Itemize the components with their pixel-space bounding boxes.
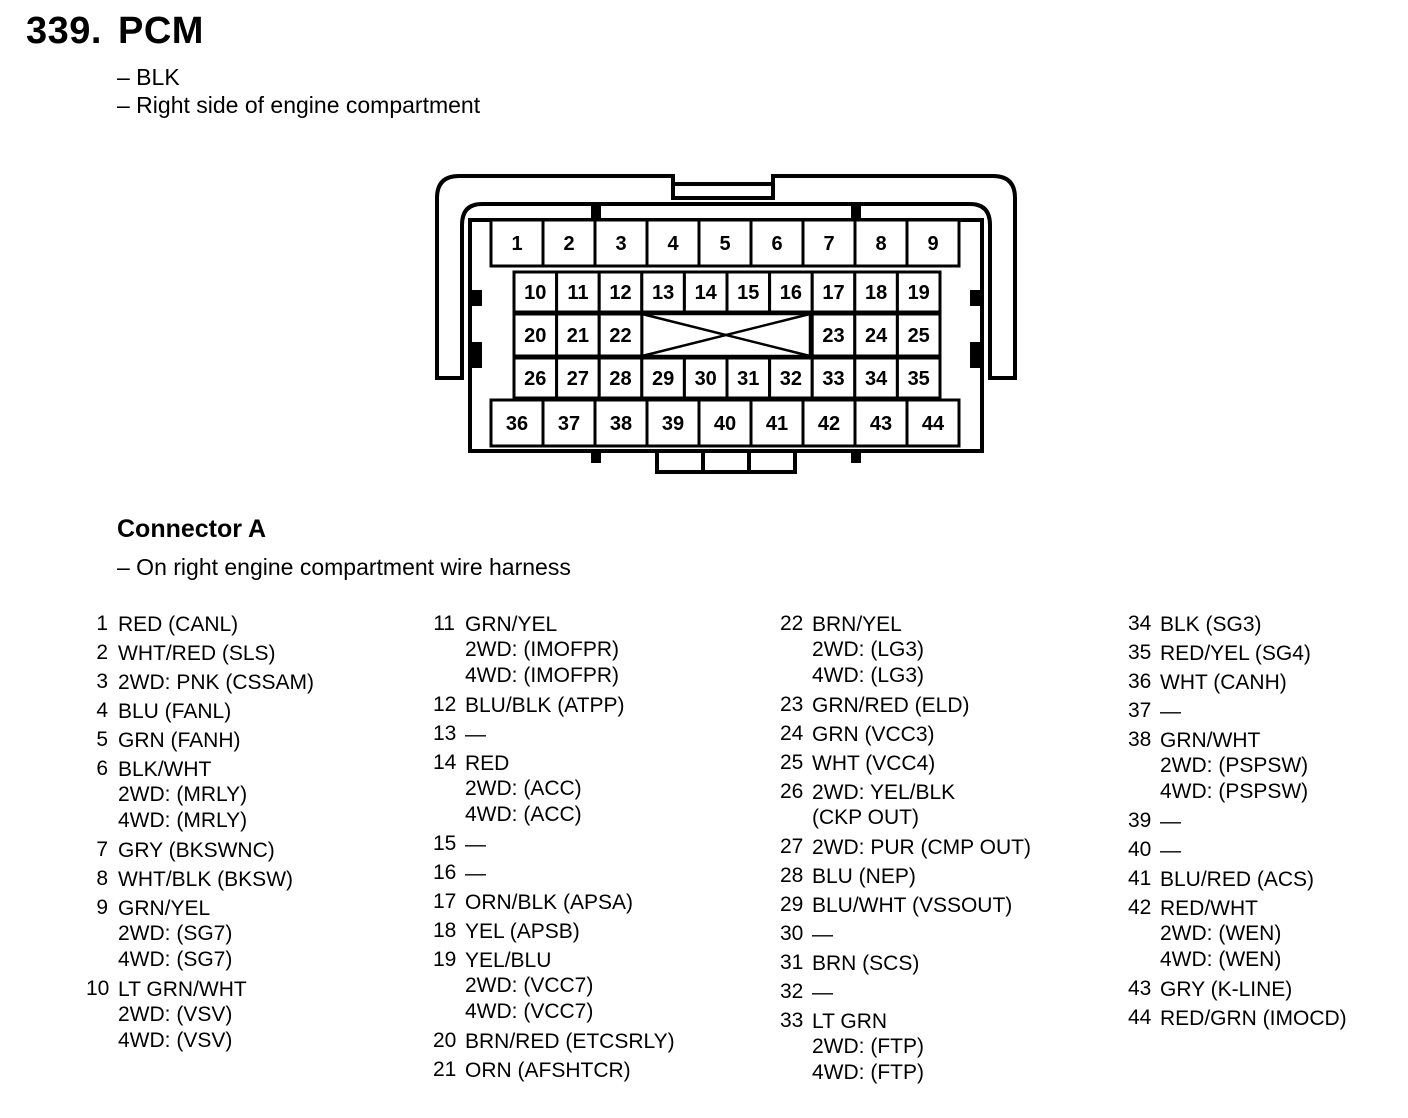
wire-variant: 4WD: (ACC) [465,803,582,826]
connector-diagram [0,0,1408,500]
pin-entry [433,722,675,747]
pin-cell-label: 17 [822,282,845,304]
pin-cell-label: 16 [779,282,803,304]
wire-variant: 2WD: (ACC) [465,777,582,800]
pin-entry [433,919,675,944]
pin-cell-label: 41 [765,413,789,435]
connector-location: – On right engine compartment wire harness [117,554,571,580]
pin-entry [780,722,1031,747]
wire-color: RED/YEL (SG4) [1160,642,1311,665]
pin-number: 20 [433,1029,457,1052]
pin-number: 37 [1128,699,1152,722]
wire-variant: 2WD: (MRLY) [118,783,248,806]
wire-color: GRN (FANH) [118,729,241,752]
pin-cell-label: 36 [505,413,529,435]
wire-color: GRY (K-LINE) [1160,978,1293,1001]
wire-variant: 4WD: (IMOFPR) [465,664,619,687]
wire-color: ORN (AFSHTCR) [465,1059,631,1082]
wire-color: BLU/BLK (ATPP) [465,694,625,717]
pin-number: 44 [1128,1006,1152,1029]
wire-color: YEL/BLU [465,949,552,972]
pin-number: 22 [780,612,804,635]
wire-variant: 4WD: (SG7) [118,948,233,971]
wire-variant: 4WD: (LG3) [812,664,925,687]
pin-entry [1128,1006,1347,1031]
pin-entry [780,612,1031,689]
pin-number: 25 [780,751,804,774]
pin-number: 28 [780,864,804,887]
wire-variant: 2WD: (VCC7) [465,974,594,997]
pin-cell-label: 4 [667,233,679,255]
pin-entry [1128,896,1347,973]
pin-entry [433,890,675,915]
pin-entry [1128,977,1347,1002]
pin-cell-label: 40 [713,413,737,435]
pin-entry [780,864,1031,889]
pin-number: 23 [780,693,804,716]
pin-cell-label: 43 [869,413,893,435]
pin-entry [780,1009,1031,1086]
wire-color: — [465,862,486,885]
wire-variant: 2WD: (IMOFPR) [465,638,619,661]
pin-number: 8 [96,867,108,890]
pin-number: 24 [780,722,804,745]
wire-variant: 2WD: (VSV) [118,1003,233,1026]
pin-number: 42 [1128,896,1152,919]
pin-cell-label: 8 [875,233,887,255]
pin-number: 40 [1128,838,1152,861]
pin-cell-label: 25 [907,325,930,347]
wire-color: — [812,981,833,1004]
pin-number: 6 [96,757,108,780]
pin-cell-label: 19 [907,282,930,304]
component-name: PCM [117,10,204,52]
wire-color: RED/GRN (IMOCD) [1160,1007,1347,1030]
pinout-column-3 [780,612,1031,1090]
pin-cell-label: 39 [661,413,685,435]
pin-entry [86,838,314,863]
wire-color: — [1160,810,1181,833]
wire-variant: 4WD: (FTP) [812,1061,924,1084]
wire-color: RED [465,752,510,775]
pin-cell-label: 30 [694,368,717,390]
blocked-cavity [642,314,810,356]
pin-number: 4 [96,699,108,722]
pin-entry [86,641,314,666]
wire-color: GRN/RED (ELD) [812,694,970,717]
pin-entry [86,977,314,1054]
pin-number: 14 [433,751,457,774]
pin-entry [1128,612,1347,637]
wire-variant: 2WD: (SG7) [118,922,233,945]
component-location: – Right side of engine compartment [117,92,481,118]
wire-color: — [1160,700,1181,723]
pin-cell-label: 32 [779,368,803,390]
pin-number: 7 [96,838,108,861]
pin-cell-label: 14 [694,282,717,304]
pin-cell-label: 21 [566,325,590,347]
pin-entry [780,922,1031,947]
connector-title: Connector A [117,515,267,543]
pin-number: 21 [433,1058,457,1081]
pin-entry [86,867,314,892]
pin-number: 11 [433,612,455,635]
pin-entry [433,751,675,828]
pin-entry [1128,641,1347,666]
pin-entry [1128,728,1347,805]
pin-entry [780,751,1031,776]
wire-color: RED (CANL) [118,613,239,636]
pin-cell-label: 27 [566,368,590,390]
pinout-column-4 [1128,612,1347,1035]
pin-cell-label: 9 [927,233,939,255]
pin-entry [86,896,314,973]
pin-entry [433,1058,675,1083]
wire-color: 2WD: PNK (CSSAM) [118,671,315,694]
pin-number: 39 [1128,809,1152,832]
wire-color: — [465,833,486,856]
pin-cell-label: 3 [615,233,627,255]
pin-entry [86,728,314,753]
pin-number: 43 [1128,977,1152,1000]
pin-cell-label: 26 [524,368,547,390]
pin-number: 26 [780,780,804,803]
wire-variant: 4WD: (VCC7) [465,1000,594,1023]
pin-cell-label: 37 [557,413,581,435]
pin-entry [433,832,675,857]
wire-color: RED/WHT [1160,897,1258,920]
pin-number: 10 [86,977,110,1000]
pin-number: 27 [780,835,804,858]
wire-color: LT GRN [812,1010,888,1033]
pin-entry [1128,809,1347,834]
pin-number: 36 [1128,670,1152,693]
pin-number: 15 [433,832,457,855]
pin-cell-label: 20 [524,325,547,347]
pin-entry [780,951,1031,976]
pin-cell-label: 35 [907,368,930,390]
pin-cell-label: 5 [719,233,731,255]
pin-number: 30 [780,922,804,945]
pin-number: 35 [1128,641,1152,664]
pin-number: 32 [780,980,804,1003]
wire-variant: 2WD: (FTP) [812,1035,924,1058]
pin-cell-label: 11 [567,282,589,304]
pin-entry [86,757,314,834]
pin-number: 38 [1128,728,1152,751]
wire-color: GRN/YEL [118,897,211,920]
pin-cell-label: 6 [771,233,783,255]
pin-cell-label: 12 [609,282,632,304]
component-color: – BLK [117,64,180,90]
wire-color: WHT/RED (SLS) [118,642,276,665]
pin-number: 41 [1128,867,1152,890]
wire-color: BLK (SG3) [1160,613,1262,636]
pin-cell-label: 29 [651,368,675,390]
wire-color: — [1160,839,1181,862]
pin-cell-label: 42 [817,413,841,435]
pinout-column-2 [433,612,675,1087]
pin-number: 2 [96,641,108,664]
wire-color: GRY (BKSWNC) [118,839,275,862]
wire-color: GRN (VCC3) [812,723,935,746]
wire-color: BLU (FANL) [118,700,232,723]
pin-number: 34 [1128,612,1152,635]
pin-cell-label: 2 [563,233,575,255]
pin-cell-label: 34 [864,368,888,390]
pin-number: 1 [96,612,108,635]
pin-cell-label: 23 [822,325,845,347]
wire-color: WHT (CANH) [1160,671,1287,694]
wire-color: LT GRN/WHT [118,978,247,1001]
wire-color: ORN/BLK (APSA) [465,891,634,914]
pinout-column-1 [86,612,314,1058]
wire-variant: 2WD: (WEN) [1160,922,1282,945]
wire-color: 2WD: YEL/BLK [812,781,956,804]
wire-color: BRN (SCS) [812,952,920,975]
wire-color: 2WD: PUR (CMP OUT) [812,836,1031,859]
wire-color: YEL (APSB) [465,920,580,943]
wire-variant: 2WD: (LG3) [812,638,925,661]
wire-color: GRN/YEL [465,613,558,636]
wire-color: BLU/RED (ACS) [1160,868,1315,891]
pin-cell-label: 28 [609,368,632,390]
pin-number: 19 [433,948,457,971]
wire-variant: 4WD: (MRLY) [118,809,248,832]
pin-entry [86,699,314,724]
wire-variant: 4WD: (VSV) [118,1029,233,1052]
wire-color: WHT (VCC4) [812,752,936,775]
pin-entry [433,948,675,1025]
pin-entry [433,1029,675,1054]
pin-entry [1128,838,1347,863]
wire-color: — [465,723,486,746]
pin-number: 31 [780,951,804,974]
pin-entry [433,693,675,718]
pin-cell-label: 10 [524,282,547,304]
pin-cell-label: 31 [737,368,760,390]
wire-variant: 4WD: (PSPSW) [1160,780,1309,803]
pin-cell-label: 18 [864,282,888,304]
pin-cell-label: 1 [511,233,523,255]
pin-entry [1128,699,1347,724]
pin-entry [86,612,314,637]
pin-number: 5 [96,728,108,751]
wire-color: WHT/BLK (BKSW) [118,868,294,891]
pin-cell-label: 44 [921,413,945,435]
pin-number: 29 [780,893,804,916]
wire-color: GRN/WHT [1160,729,1261,752]
pin-entry [86,670,314,695]
pin-number: 33 [780,1009,804,1032]
connector-pins [491,220,959,446]
wire-variant: (CKP OUT) [812,806,919,829]
pin-number: 9 [96,896,108,919]
pin-entry [780,835,1031,860]
pin-number: 12 [433,693,457,716]
wire-color: BRN/RED (ETCSRLY) [465,1030,675,1053]
wire-variant: 4WD: (WEN) [1160,948,1282,971]
wire-color: — [812,923,833,946]
pin-number: 3 [96,670,108,693]
pin-cell-label: 15 [737,282,760,304]
pin-cell-label: 13 [651,282,675,304]
pin-number: 17 [433,890,457,913]
wire-variant: 2WD: (PSPSW) [1160,754,1309,777]
pin-cell-label: 38 [609,413,633,435]
wire-color: BRN/YEL [812,613,902,636]
pin-entry [433,612,675,689]
pin-number: 16 [433,861,457,884]
pin-entry [780,980,1031,1005]
pin-entry [1128,670,1347,695]
pin-entry [780,693,1031,718]
pin-cell-label: 7 [823,233,835,255]
pin-entry [433,861,675,886]
wire-color: BLU/WHT (VSSOUT) [812,894,1013,917]
pin-entry [1128,867,1347,892]
wire-color: BLK/WHT [118,758,212,781]
wire-color: BLU (NEP) [812,865,916,888]
component-number: 339. [26,10,102,52]
pin-cell-label: 24 [864,325,888,347]
pin-number: 18 [433,919,457,942]
pin-cell-label: 33 [822,368,845,390]
pin-entry [780,893,1031,918]
pin-entry [780,780,1031,831]
pin-cell-label: 22 [609,325,632,347]
pin-number: 13 [433,722,457,745]
